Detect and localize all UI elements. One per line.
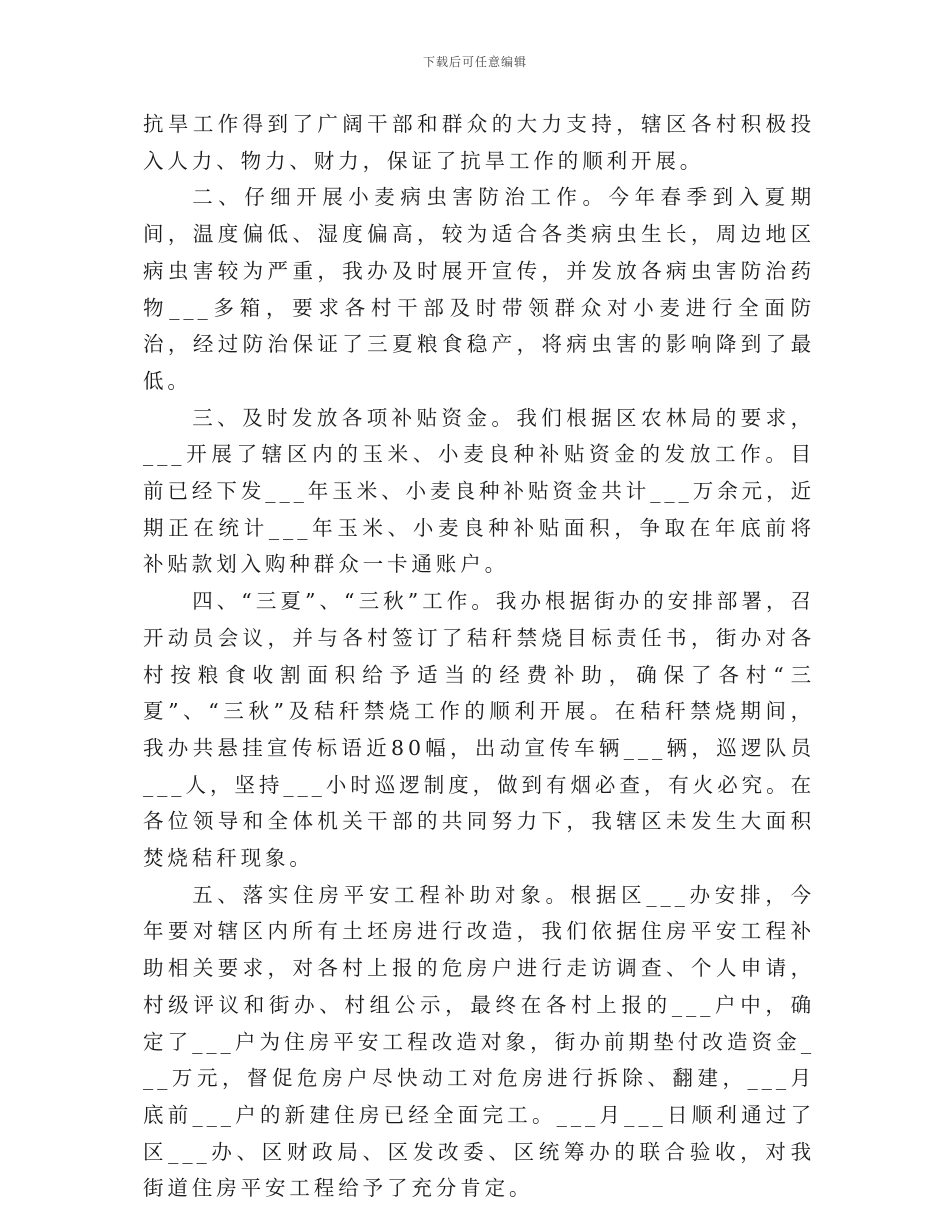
paragraph-pest-control: 二、仔细开展小麦病虫害防治工作。今年春季到入夏期间，温度偏低、湿度偏高，较为适合各类病虫生长，周边地区病虫害较为严重，我办及时展开宣传，并发放各病虫害防治药物___多箱，要求各村干部及时带领群众对小麦进行全面防治，经过防治保证了三夏粮食稳产，将病虫害的影响降到了最低。 (143, 185, 815, 393)
document-body (143, 106, 815, 1207)
paragraph-harvest-work: 四、“三夏”、“三秋”工作。我办根据街办的安排部署，召开动员会议，并与各村签订了秸秆禁烧目标责任书，街办对各村按粮食收割面积给予适当的经费补助，确保了各村“三夏”、“三秋”及秸秆禁烧工作的顺利开展。在秸秆禁烧期间，我办共悬挂宣传标语近80幅，出动宣传车辆___辆，巡逻队员___人，坚持___小时巡逻制度，做到有烟必查，有火必究。在各位领导和全体机关干部的共同努力下，我辖区未发生大面积焚烧秸秆现象。 (143, 589, 815, 871)
paragraph-continuation: 抗旱工作得到了广阔干部和群众的大力支持，辖区各村积极投入人力、物力、财力，保证了抗旱工作的顺利开展。 (143, 112, 815, 173)
paragraph-subsidy: 三、及时发放各项补贴资金。我们根据区农林局的要求，___开展了辖区内的玉米、小麦良种补贴资金的发放工作。目前已经下发___年玉米、小麦良种补贴资金共计___万余元，近期正在统计___年玉米、小麦良种补贴面积，争取在年底前将补贴款划入购种群众一卡通账户。 (143, 405, 815, 577)
page-header: 下载后可任意编辑 (422, 55, 527, 69)
paragraph-housing-safety: 五、落实住房平安工程补助对象。根据区___办安排，今年要对辖区内所有土坯房进行改造，我们依据住房平安工程补助相关要求，对各村上报的危房户进行走访调查、个人申请，村级评议和街办、村组公示，最终在各村上报的___户中，确定了___户为住房平安工程改造对象，街办前期垫付改造资金___万元，督促危房户尽快动工对危房进行拆除、翻建，___月底前___户的新建住房已经全面完工。___月___日顺利通过了区___办、区财政局、区发改委、区统筹办的联合验收，对我街道住房平安工程给予了充分肯定。 (143, 882, 815, 1201)
